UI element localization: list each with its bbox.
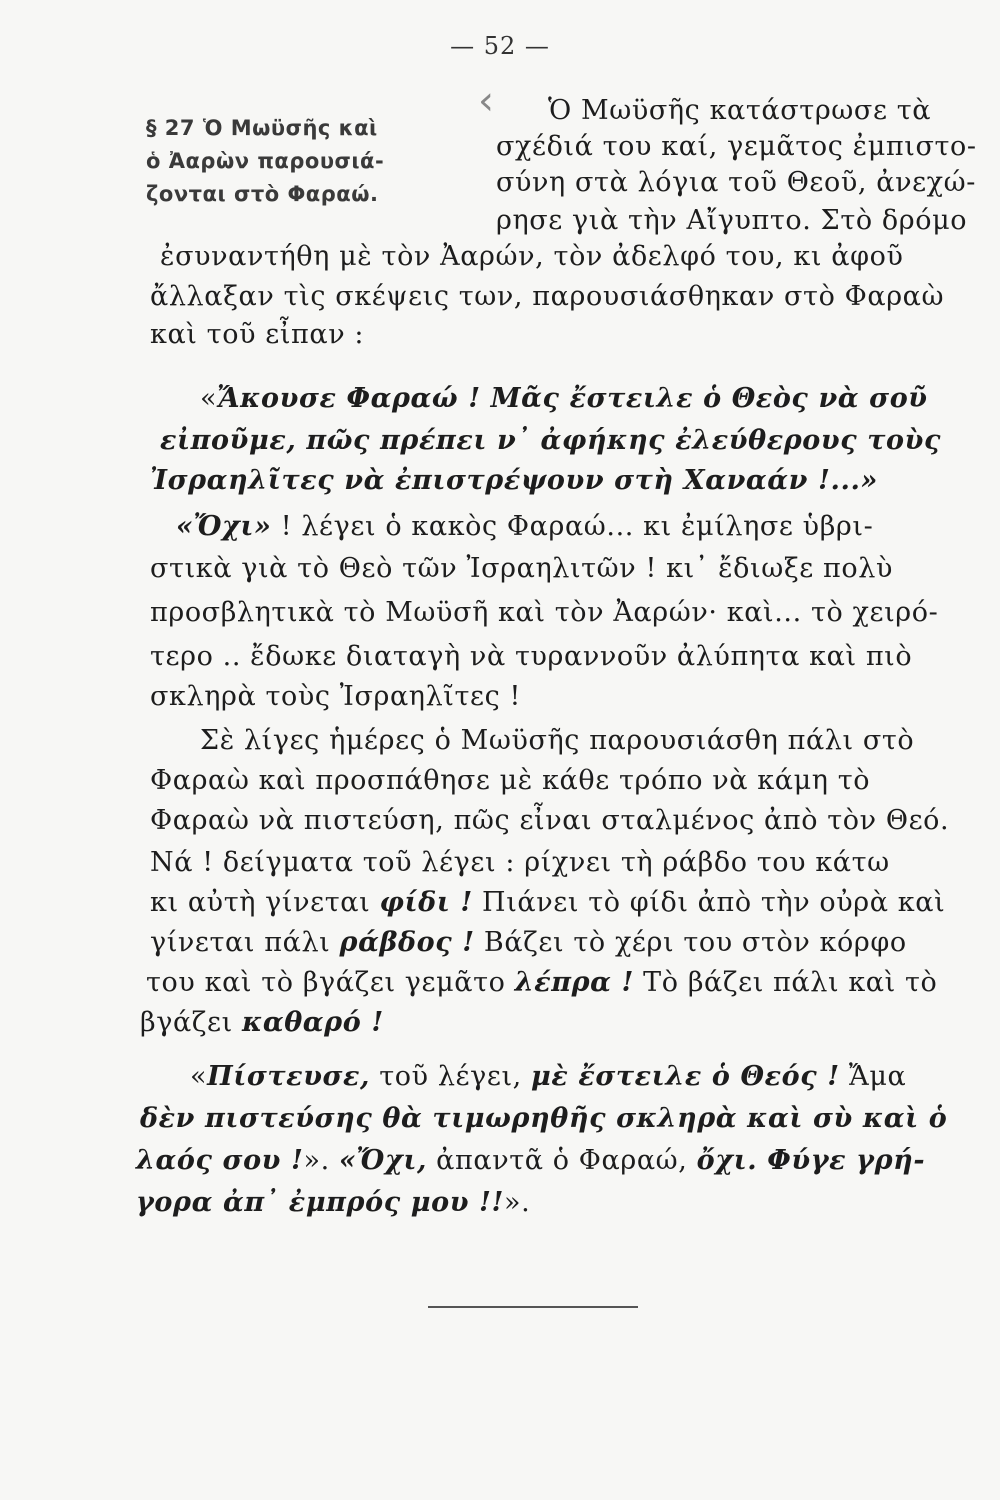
- emphasis-text: «Ὄχι»: [176, 511, 272, 542]
- text-line: τερο .. ἔδωκε διαταγὴ νὰ τυραννοῦν ἀλύπητα καὶ πιὸ: [150, 641, 913, 672]
- text-line: Φαραὼ καὶ προσπάθησε μὲ κάθε τρόπο νὰ κάμη τὸ: [150, 765, 871, 796]
- text-line: ἐσυναντήθη μὲ τὸν Ἀαρών, τὸν ἀδελφό του, κι ἀφοῦ: [160, 241, 904, 272]
- emphasis-text: ράβδος !: [339, 927, 475, 958]
- section-heading-line: § 27 Ὁ Μωϋσῆς καὶ: [146, 116, 378, 140]
- text-line: προσβλητικὰ τὸ Μωϋσῆ καὶ τὸν Ἀαρών· καὶ... τὸ χειρό-: [150, 597, 939, 628]
- text-line: ἄλλαξαν τὶς σκέψεις των, παρουσιάσθηκαν στὸ Φαραὼ: [150, 281, 945, 312]
- text-line: [146, 966, 937, 1000]
- text-line: [136, 1186, 530, 1220]
- emphasis-text: καθαρό !: [241, 1007, 384, 1038]
- text-line: σχέδιά του καί, γεμᾶτος ἐμπιστο-: [496, 131, 977, 162]
- speech-text: Ἄκουσε Φαραώ ! Μᾶς ἔστειλε ὁ Θεὸς νὰ σοῦ: [217, 383, 928, 414]
- text-line: Νά ! δείγματα τοῦ λέγει : ρίχνει τὴ ράβδο του κάτω: [150, 847, 890, 878]
- line-text: ! λέγει ὁ κακὸς Φαραώ... κι ἐμίλησε ὑβρι-: [271, 511, 874, 542]
- text-line: Ὁ Μωϋσῆς κατάστρωσε τὰ: [548, 95, 932, 126]
- text-line: καὶ τοῦ εἶπαν :: [150, 319, 365, 350]
- emphasis-text: μὲ ἔστειλε ὁ Θεός !: [531, 1061, 840, 1092]
- section-heading-line: ὁ Ἀαρὼν παρουσιά-: [146, 149, 385, 173]
- text-line: [140, 1006, 384, 1040]
- text-line: ρησε γιὰ τὴν Αἴγυπτο. Στὸ δρόμο: [496, 205, 968, 236]
- page-number: — 52 —: [450, 32, 550, 60]
- text-line: σύνη στὰ λόγια τοῦ Θεοῦ, ἀνεχώ-: [496, 167, 976, 198]
- emphasis-text: γορα ἀπ᾿ ἐμπρός μου !!: [136, 1187, 504, 1218]
- emphasis-text: λέπρα !: [514, 967, 634, 998]
- speech-line: Ἰσραηλῖτες νὰ ἐπιστρέψουν στὴ Χαναάν !...»: [150, 465, 878, 496]
- speech-line: [200, 382, 928, 416]
- line-text: Πιάνει τὸ φίδι ἀπὸ τὴν οὐρὰ καὶ: [472, 887, 946, 918]
- end-rule: [428, 1306, 638, 1308]
- speech-line: εἰποῦμε, πῶς πρέπει ν᾿ ἀφήκης ἐλεύθερους τοὺς: [160, 425, 942, 456]
- text-line: [176, 510, 873, 544]
- speech-line: δὲν πιστεύσης θὰ τιμωρηθῆς σκληρὰ καὶ σὺ καὶ ὁ: [140, 1103, 948, 1134]
- line-text: του καὶ τὸ βγάζει γεμᾶτο: [146, 967, 515, 998]
- text-line: [150, 926, 907, 960]
- margin-bracket-mark: ‹: [478, 78, 494, 124]
- text-line: Φαραὼ νὰ πιστεύση, πῶς εἶναι σταλμένος ἀπὸ τὸν Θεό.: [150, 805, 950, 836]
- line-text: Βάζει τὸ χέρι του στὸν κόρφο: [474, 927, 907, 958]
- line-text: «: [190, 1061, 208, 1092]
- text-line: Σὲ λίγες ἡμέρες ὁ Μωϋσῆς παρουσιάσθη πάλι στὸ: [200, 725, 915, 756]
- line-text: βγάζει: [140, 1007, 242, 1038]
- line-text: κι αὐτὴ γίνεται: [150, 887, 380, 918]
- section-heading-line: ζονται στὸ Φαραώ.: [146, 182, 379, 206]
- line-text: γίνεται πάλι: [150, 927, 340, 958]
- line-text: ἀπαντᾶ ὁ Φαραώ,: [427, 1145, 697, 1176]
- emphasis-text: Πίστευσε,: [207, 1061, 371, 1092]
- text-line: στικὰ γιὰ τὸ Θεὸ τῶν Ἰσραηλιτῶν ! κι᾿ ἔδιωξε πολὺ: [150, 553, 893, 584]
- line-text: ».: [503, 1187, 531, 1218]
- emphasis-text: φίδι !: [379, 887, 473, 918]
- text-line: [190, 1060, 906, 1094]
- text-line: [136, 1144, 925, 1178]
- line-text: Ἄμα: [839, 1061, 907, 1092]
- line-text: ».: [303, 1145, 339, 1176]
- line-text: τοῦ λέγει,: [370, 1061, 531, 1092]
- open-quote: «: [200, 383, 218, 414]
- text-line: [150, 886, 945, 920]
- text-line: σκληρὰ τοὺς Ἰσραηλῖτες !: [150, 681, 521, 712]
- emphasis-text: «Ὄχι,: [338, 1145, 427, 1176]
- line-text: Τὸ βάζει πάλι καὶ τὸ: [634, 967, 938, 998]
- emphasis-text: λαός σου !: [136, 1145, 304, 1176]
- section-heading: [146, 112, 476, 211]
- emphasis-text: ὄχι. Φύγε γρή-: [696, 1145, 926, 1176]
